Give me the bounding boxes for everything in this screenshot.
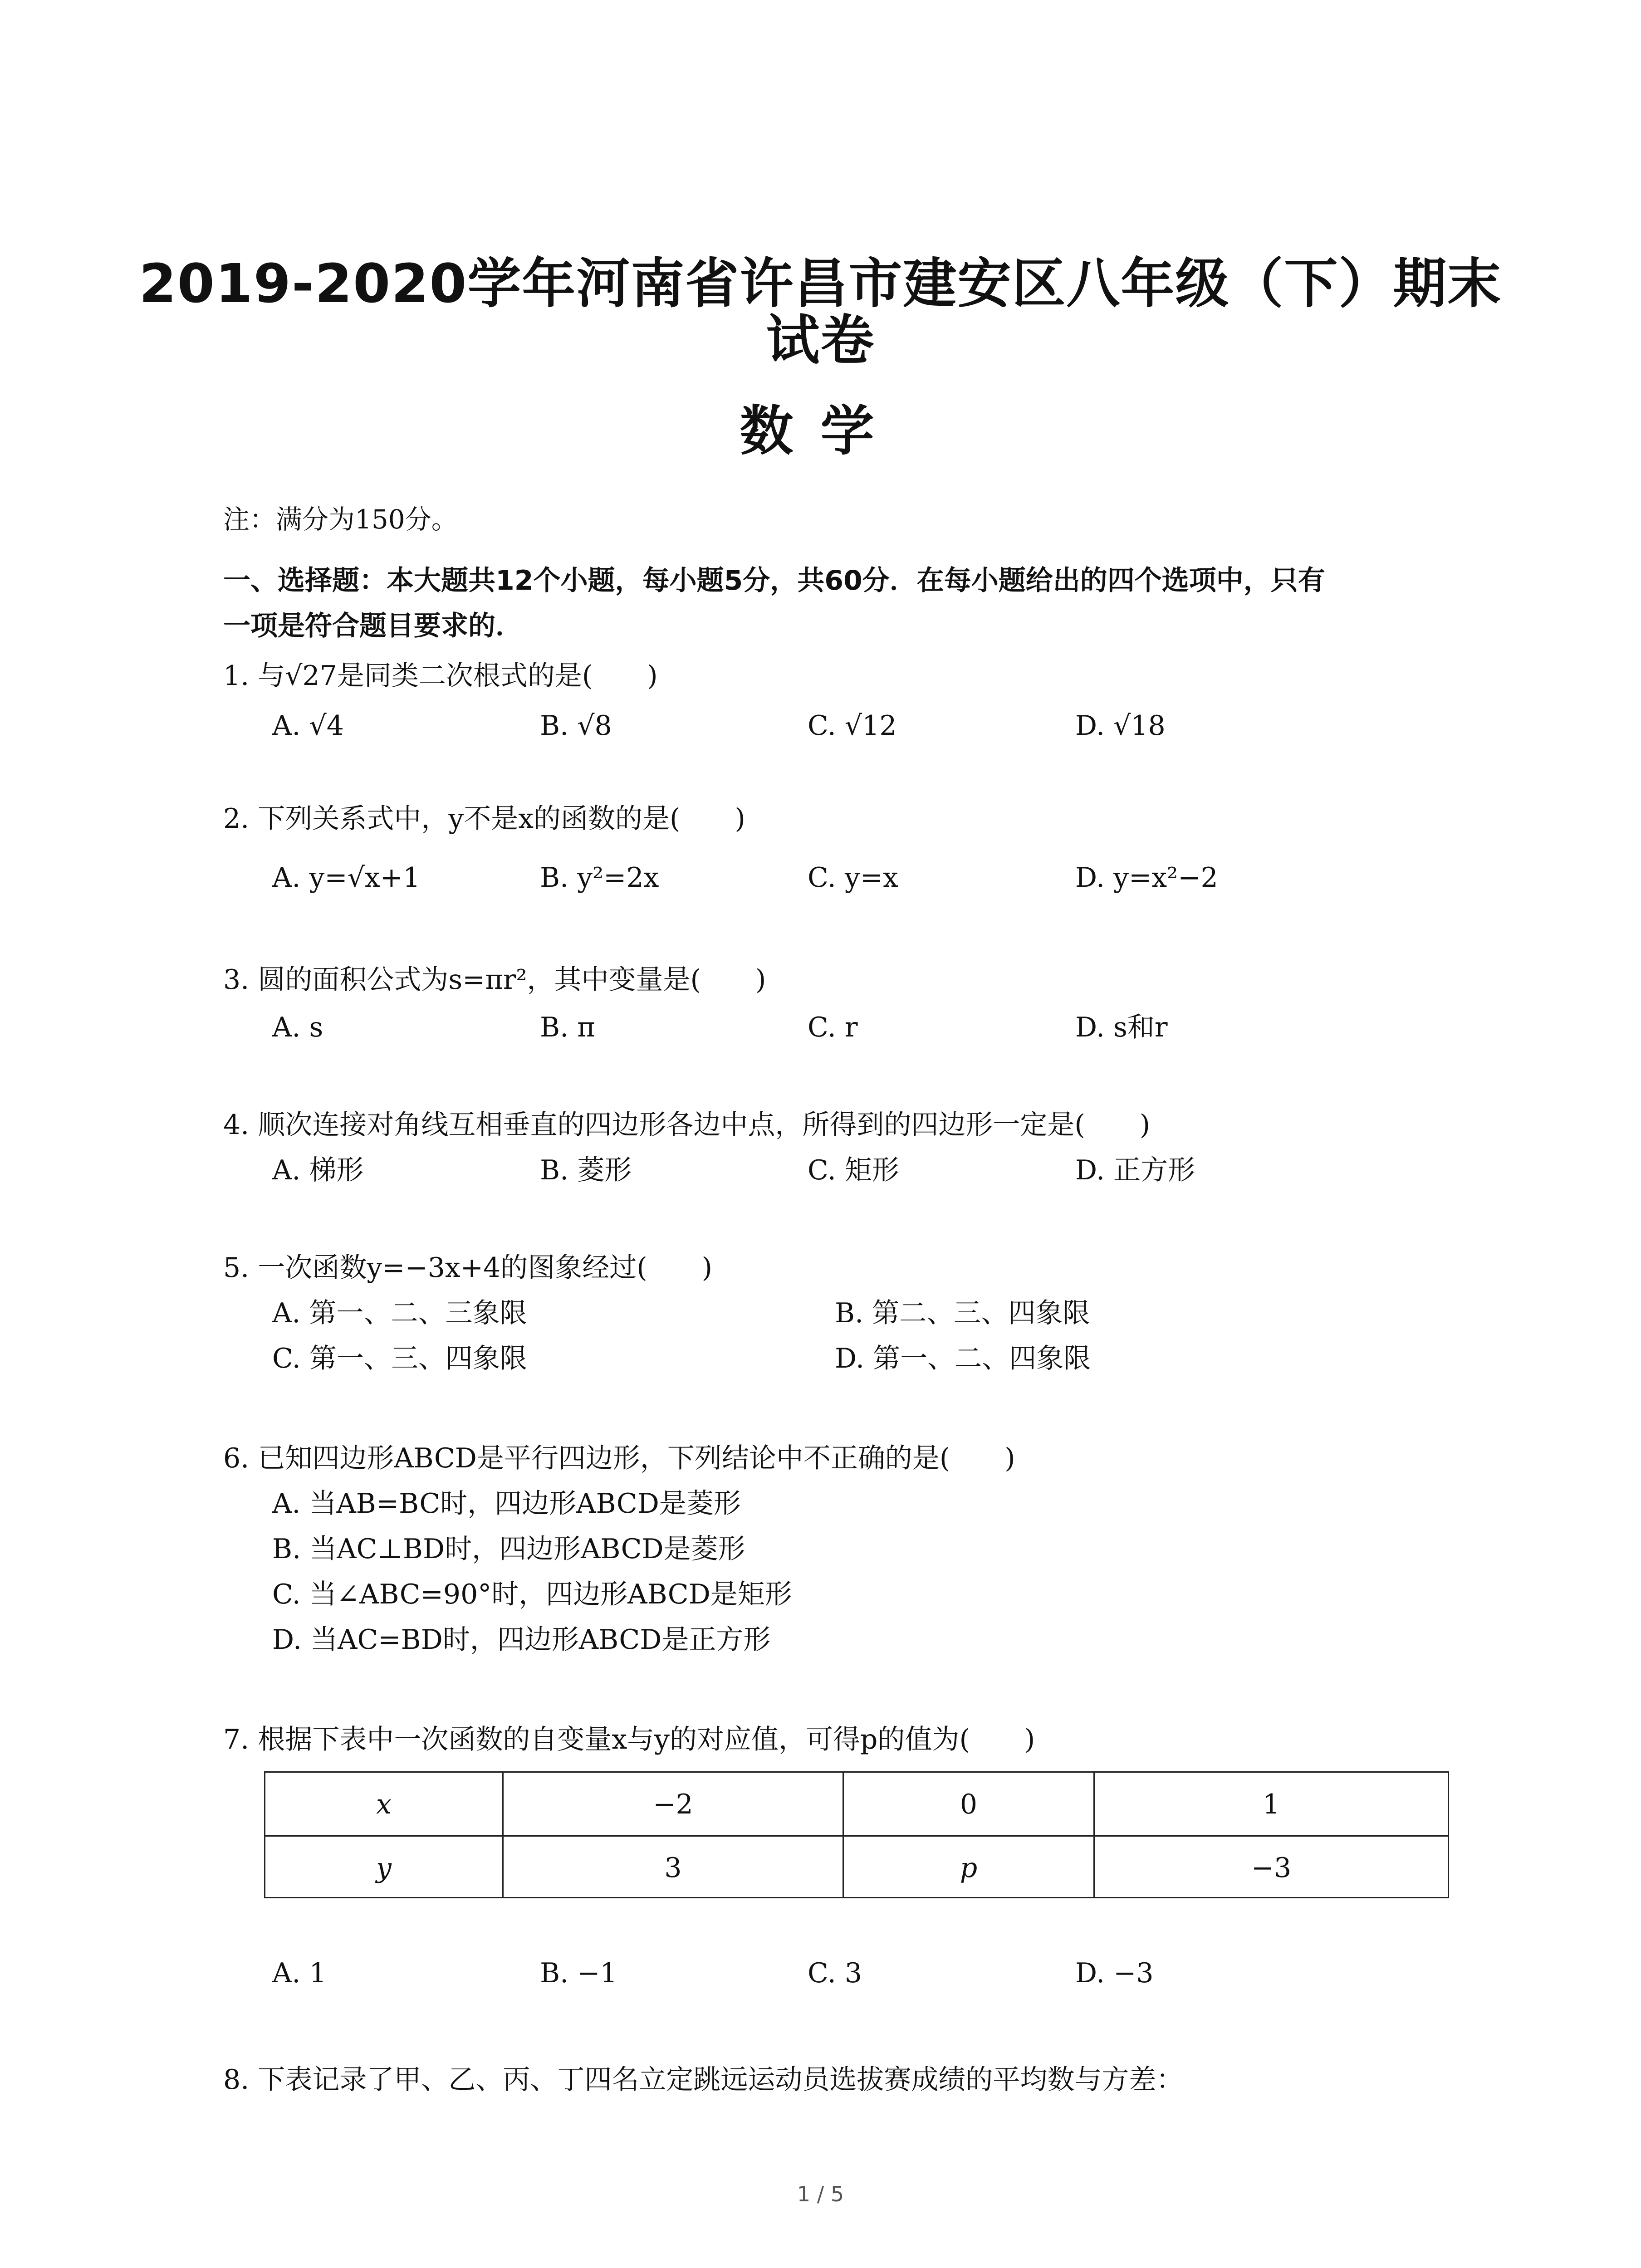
question-6-stem: 6. 已知四边形ABCD是平行四边形，下列结论中不正确的是( )	[223, 1442, 1015, 1474]
question-5-option-a: A. 第一、二、三象限	[272, 1297, 527, 1329]
question-1-stem: 1. 与√27是同类二次根式的是( )	[223, 660, 658, 692]
section-heading-line2: 一项是符合题目要求的．	[223, 610, 523, 642]
question-6-option-a: A. 当AB=BC时，四边形ABCD是菱形	[272, 1488, 741, 1520]
question-4-option-a: A. 梯形	[272, 1154, 364, 1186]
question-7-option-b: B. −1	[540, 1957, 617, 1989]
question-7-stem: 7. 根据下表中一次函数的自变量x与y的对应值，可得p的值为( )	[223, 1724, 1035, 1755]
question-2-option-c: C. y=x	[808, 862, 898, 894]
table-cell: x	[376, 1789, 392, 1820]
question-1-option-b: B. √8	[540, 710, 612, 742]
question-2-stem: 2. 下列关系式中，y不是x的函数的是( )	[223, 803, 745, 835]
table-row-y	[265, 1836, 1448, 1900]
question-1-option-d: D. √18	[1075, 710, 1166, 742]
table-cell: 1	[1262, 1789, 1280, 1820]
question-4-stem: 4. 顺次连接对角线互相垂直的四边形各边中点，所得到的四边形一定是( )	[223, 1109, 1151, 1141]
question-6-option-b: B. 当AC⊥BD时，四边形ABCD是菱形	[272, 1533, 745, 1565]
question-3-option-a: A. s	[272, 1012, 323, 1043]
table-cell: −3	[1251, 1852, 1292, 1884]
page-number: 1 / 5	[797, 2182, 844, 2206]
table-cell: 3	[664, 1852, 682, 1884]
question-4-option-c: C. 矩形	[808, 1154, 899, 1186]
question-5-stem: 5. 一次函数y=−3x+4的图象经过( )	[223, 1252, 713, 1284]
exam-title-line2: 试卷	[766, 309, 875, 371]
question-2-option-d: D. y=x²−2	[1075, 862, 1218, 894]
question-3-option-b: B. π	[540, 1012, 595, 1043]
question-5-option-b: B. 第二、三、四象限	[835, 1297, 1090, 1329]
question-7-table	[264, 1771, 1449, 1898]
section-heading-line1: 一、选择题：本大题共12个小题，每小题5分，共60分．在每小题给出的四个选项中，只有	[223, 565, 1325, 596]
table-cell: 0	[960, 1789, 978, 1820]
question-7-option-a: A. 1	[272, 1957, 327, 1989]
question-1-option-c: C. √12	[808, 710, 897, 742]
table-cell: −2	[653, 1789, 693, 1820]
question-3-stem: 3. 圆的面积公式为s=πr²，其中变量是( )	[223, 964, 766, 996]
question-1-option-a: A. √4	[272, 710, 344, 742]
question-6-option-c: C. 当∠ABC=90°时，四边形ABCD是矩形	[272, 1579, 792, 1610]
exam-title-line1: 2019-2020学年河南省许昌市建安区八年级（下）期末	[139, 252, 1502, 315]
table-cell: y	[376, 1852, 392, 1884]
question-3-option-d: D. s和r	[1075, 1012, 1168, 1043]
question-7-option-d: D. −3	[1075, 1957, 1154, 1989]
question-5-option-c: C. 第一、三、四象限	[272, 1343, 527, 1374]
question-5-option-d: D. 第一、二、四象限	[835, 1343, 1091, 1374]
question-2-option-a: A. y=√x+1	[272, 862, 421, 894]
subject-heading: 数学	[740, 400, 901, 462]
table-cell: p	[960, 1852, 978, 1884]
question-4-option-b: B. 菱形	[540, 1154, 632, 1186]
question-7-option-c: C. 3	[808, 1957, 862, 1989]
question-4-option-d: D. 正方形	[1075, 1154, 1195, 1186]
table-row-x	[265, 1773, 1448, 1836]
question-3-option-c: C. r	[808, 1012, 858, 1043]
question-2-option-b: B. y²=2x	[540, 862, 659, 894]
question-6-option-d: D. 当AC=BD时，四边形ABCD是正方形	[272, 1624, 771, 1656]
score-note: 注：满分为150分。	[223, 504, 458, 535]
question-8-stem: 8. 下表记录了甲、乙、丙、丁四名立定跳远运动员选拔赛成绩的平均数与方差：	[223, 2064, 1184, 2096]
